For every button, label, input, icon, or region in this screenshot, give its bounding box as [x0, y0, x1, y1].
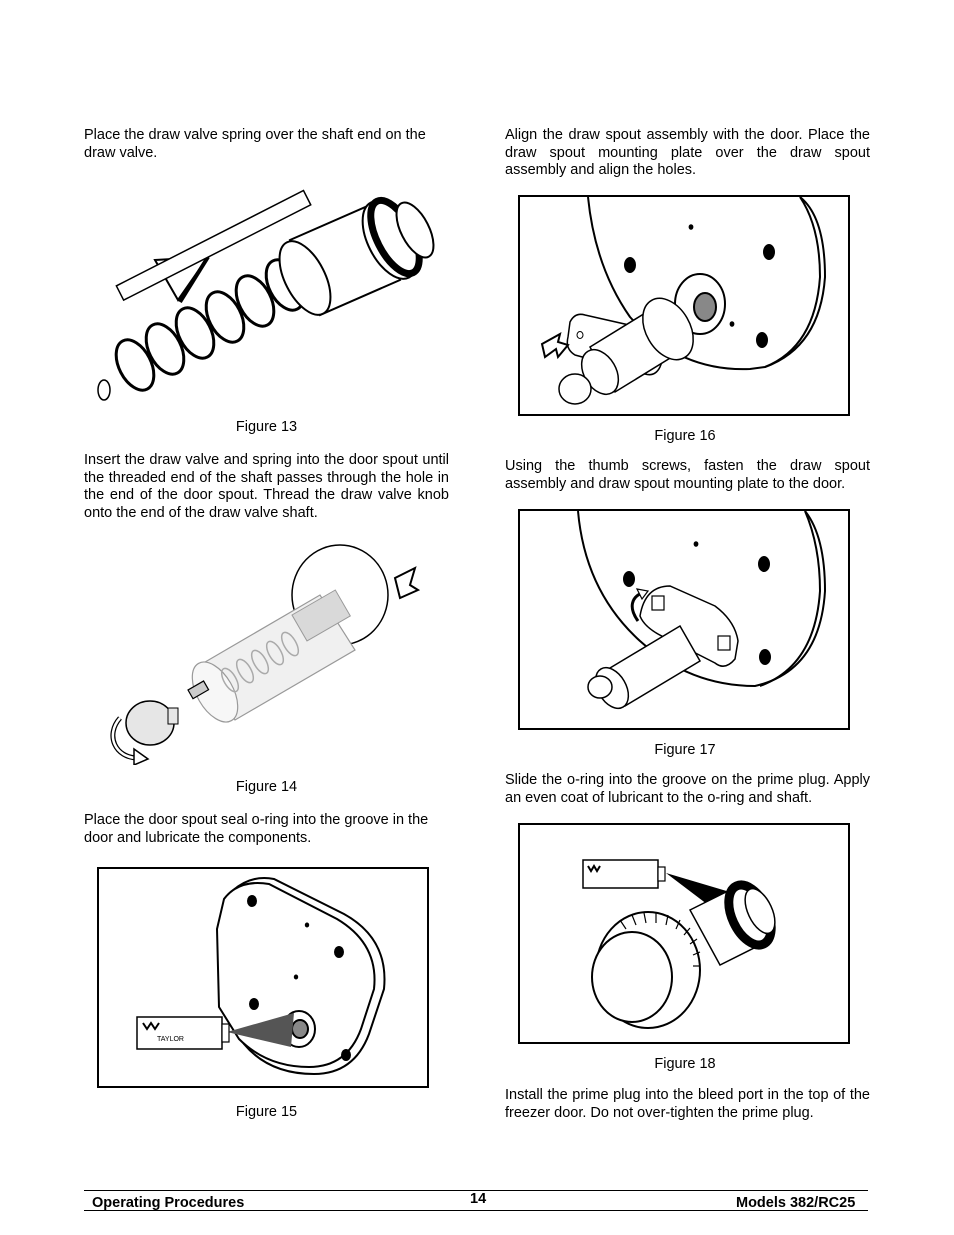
figure-14-caption: Figure 14 — [235, 779, 298, 795]
figure-18-illustration — [518, 823, 850, 1044]
figure-13-caption: Figure 13 — [235, 419, 298, 435]
figure-17-caption: Figure 17 — [654, 742, 716, 758]
footer-section-title: Operating Procedures — [92, 1195, 245, 1211]
instruction-text: Slide the o-ring into the groove on the prime plug. Apply an even coat of lubricant to the o-ring and shaft. — [505, 772, 870, 806]
figure-14-illustration — [100, 540, 430, 765]
figure-18-caption: Figure 18 — [654, 1056, 716, 1072]
instruction-text: Place the draw valve spring over the shaft end on the draw valve. — [84, 127, 426, 161]
figure-13-illustration — [90, 185, 440, 410]
instruction-text: Align the draw spout assembly with the door. Place the draw spout mounting plate over the draw spout assembly and align the holes. — [505, 127, 870, 178]
figure-15-illustration — [97, 867, 429, 1088]
footer-model-name: Models 382/RC25 — [736, 1195, 856, 1211]
instruction-text: Place the door spout seal o-ring into the groove in the door and lubricate the components. — [84, 812, 429, 846]
figure-17-illustration — [518, 509, 850, 730]
instruction-text: Using the thumb screws, fasten the draw spout assembly and draw spout mounting plate to the door. — [505, 458, 870, 492]
page-number: 14 — [470, 1191, 487, 1207]
tube-label: TAYLOR — [157, 1036, 184, 1043]
figure-16-caption: Figure 16 — [654, 428, 716, 444]
figure-16-illustration — [518, 195, 850, 416]
figure-15-caption: Figure 15 — [235, 1104, 298, 1120]
instruction-text: Install the prime plug into the bleed port in the top of the freezer door. Do not over-tighten the prime plug. — [505, 1087, 870, 1121]
instruction-text: Insert the draw valve and spring into the door spout until the threaded end of the shaft passes through the hole in the end of the door spout. Thread the draw valve knob onto the end of the draw valve shaft. — [84, 452, 449, 521]
